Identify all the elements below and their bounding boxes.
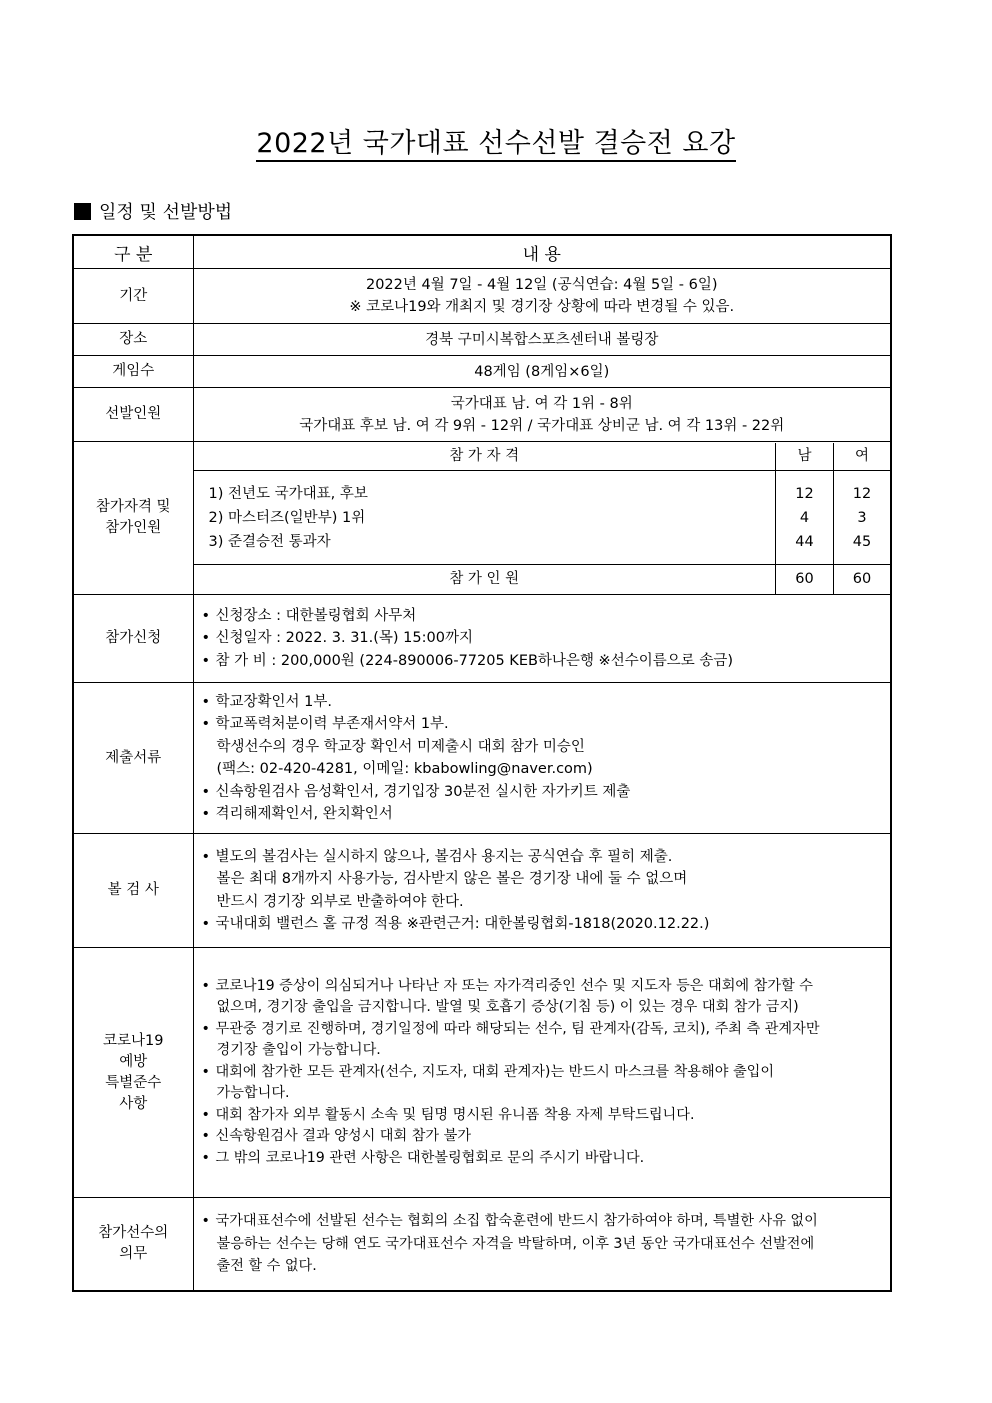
row-documents	[73, 683, 891, 834]
list-item: • 격리해제확인서, 완치확인서	[201, 806, 393, 822]
list-item-continuation: 불응하는 선수는 당해 연도 국가대표선수 자격을 박탈하며, 이후 3년 동안 국가대표선수 선발전에	[216, 1235, 815, 1252]
total-female: 60	[834, 565, 891, 594]
square-bullet-icon	[74, 203, 91, 220]
games-label: 게임수	[73, 356, 193, 388]
list-item: • 신청일자 : 2022. 3. 31.(목) 15:00까지	[201, 630, 473, 647]
list-item: • 대회에 참가한 모든 관계자(선수, 지도자, 대회 관계자)는 반드시 마스크를 착용해야 출입이	[201, 1063, 775, 1080]
eligibility-head-row	[194, 443, 891, 471]
row-ball-check	[73, 834, 891, 948]
row-selection	[73, 388, 891, 442]
qualification-header: 참 가 자 격	[194, 443, 776, 471]
qualification-item: 2) 마스터즈(일반부) 1위	[208, 509, 366, 526]
list-item-continuation: 없으며, 경기장 출입을 금지합니다. 발열 및 호흡기 증상(기침 등) 이 있는 경우 대회 참가 금지)	[216, 999, 799, 1016]
list-item: • 국가대표선수에 선발된 선수는 협회의 소집 합숙훈련에 반드시 참가하여야 하며, 특별한 사유 없이	[201, 1213, 818, 1229]
eligibility-table	[194, 443, 891, 594]
male-count: 12	[795, 485, 814, 502]
female-header: 여	[834, 443, 891, 471]
list-item: • 신속항원검사 음성확인서, 경기입장 30분전 실시한 자가키트 제출	[201, 783, 631, 800]
male-count: 4	[799, 509, 810, 526]
list-item: • 코로나19 증상이 의심되거나 나타난 자 또는 자가격리중인 선수 및 지도자 등은 대회에 참가할 수	[201, 977, 813, 994]
ball-check-content	[193, 834, 891, 948]
application-label: 참가신청	[73, 595, 193, 683]
section-heading-text: 일정 및 선발방법	[99, 202, 233, 223]
row-games	[73, 356, 891, 388]
period-note: ※ 코로나19와 개최지 및 경기장 상황에 따라 변경될 수 있음.	[349, 299, 735, 315]
list-item: • 신청장소 : 대한볼링협회 사무처	[201, 607, 417, 624]
list-item: • 학교폭력처분이력 부존재서약서 1부.	[201, 716, 449, 732]
female-count: 12	[852, 485, 872, 502]
header-content: 내 용	[193, 235, 891, 269]
selection-content	[193, 388, 891, 442]
covid-label-line: 사항	[119, 1095, 148, 1112]
list-item: • 참 가 비 : 200,000원 (224-890006-77205 KEB하나은행 ※선수이름으로 송금)	[201, 652, 734, 669]
male-count: 44	[795, 533, 814, 550]
covid-label-line: 코로나19	[103, 1032, 164, 1049]
section-heading	[74, 198, 232, 224]
list-item: • 무관중 경기로 진행하며, 경기일정에 따라 해당되는 선수, 팀 관계자(감독, 코치), 주최 측 관계자만	[201, 1020, 820, 1037]
games-value: 48게임 (8게임×6일)	[193, 356, 891, 388]
eligibility-label	[73, 442, 193, 595]
female-count: 45	[852, 533, 872, 550]
duty-label-line: 참가선수의	[98, 1224, 169, 1241]
row-period	[73, 269, 891, 324]
list-item-continuation: 출전 할 수 없다.	[216, 1258, 317, 1274]
list-item-continuation: 경기장 출입이 가능합니다.	[216, 1042, 381, 1059]
row-duty	[73, 1198, 891, 1291]
list-item: • 그 밖의 코로나19 관련 사항은 대한볼링협회로 문의 주시기 바랍니다.	[201, 1149, 645, 1166]
period-content	[193, 269, 891, 324]
application-content	[193, 595, 891, 683]
total-label: 참 가 인 원	[194, 565, 776, 594]
qualification-item: 1) 전년도 국가대표, 후보	[208, 485, 368, 502]
list-item-continuation: 학생선수의 경우 학교장 확인서 미제출시 대회 참가 미승인	[216, 738, 585, 755]
eligibility-body-row	[194, 471, 891, 565]
list-item-continuation: 볼은 최대 8개까지 사용가능, 검사받지 않은 볼은 경기장 내에 둘 수 없으며	[216, 871, 688, 887]
documents-content	[193, 683, 891, 834]
list-item: • 국내대회 밸런스 홀 규정 적용 ※관련근거: 대한볼링협회-1818(2020.12.22.)	[201, 916, 710, 932]
qualification-list	[194, 471, 776, 565]
covid-content	[193, 948, 891, 1198]
male-header: 남	[776, 443, 834, 471]
duty-label-line: 의무	[119, 1245, 148, 1262]
venue-label: 장소	[73, 324, 193, 356]
eligibility-total-row	[194, 565, 891, 594]
eligibility-content	[193, 442, 891, 595]
list-item-continuation: 가능합니다.	[216, 1085, 290, 1102]
qualification-item: 3) 준결승전 통과자	[208, 533, 331, 550]
row-eligibility	[73, 442, 891, 595]
eligibility-label-line1: 참가자격 및	[95, 499, 171, 515]
table-header-row	[73, 235, 891, 269]
total-male: 60	[776, 565, 834, 594]
period-label: 기간	[73, 269, 193, 324]
row-venue	[73, 324, 891, 356]
venue-value: 경북 구미시복합스포츠센터내 볼링장	[193, 324, 891, 356]
eligibility-label-line2: 참가인원	[105, 520, 162, 536]
selection-reserve: 국가대표 후보 남. 여 각 9위 - 12위 / 국가대표 상비군 남. 여 각 13위 - 22위	[299, 417, 785, 434]
selection-label: 선발인원	[73, 388, 193, 442]
covid-label-line: 특별준수	[105, 1074, 162, 1091]
list-item: • 신속항원검사 결과 양성시 대회 참가 불가	[201, 1128, 472, 1145]
female-count: 3	[857, 509, 867, 526]
row-covid	[73, 948, 891, 1198]
selection-national: 국가대표 남. 여 각 1위 - 8위	[450, 395, 633, 412]
header-category: 구 분	[73, 235, 193, 269]
schedule-table	[72, 234, 892, 1292]
row-application	[73, 595, 891, 683]
male-counts	[776, 471, 834, 565]
list-item: • 학교장확인서 1부.	[201, 693, 332, 710]
documents-label: 제출서류	[73, 683, 193, 834]
duty-content	[193, 1198, 891, 1291]
covid-label	[73, 948, 193, 1198]
list-item-continuation: (팩스: 02-420-4281, 이메일: kbabowling@naver.com)	[216, 761, 593, 777]
female-counts	[834, 471, 891, 565]
list-item: • 별도의 볼검사는 실시하지 않으나, 볼검사 용지는 공식연습 후 필히 제출.	[201, 848, 673, 865]
document-title: 2022년 국가대표 선수선발 결승전 요강	[0, 121, 992, 160]
duty-label	[73, 1198, 193, 1291]
ball-check-label: 볼 검 사	[73, 834, 193, 948]
period-dates: 2022년 4월 7일 - 4월 12일 (공식연습: 4월 5일 - 6일)	[365, 277, 718, 293]
covid-label-line: 예방	[119, 1053, 148, 1070]
list-item-continuation: 반드시 경기장 외부로 반출하여야 한다.	[216, 893, 464, 910]
list-item: • 대회 참가자 외부 활동시 소속 및 팀명 명시된 유니폼 착용 자제 부탁드립니다.	[201, 1106, 695, 1123]
